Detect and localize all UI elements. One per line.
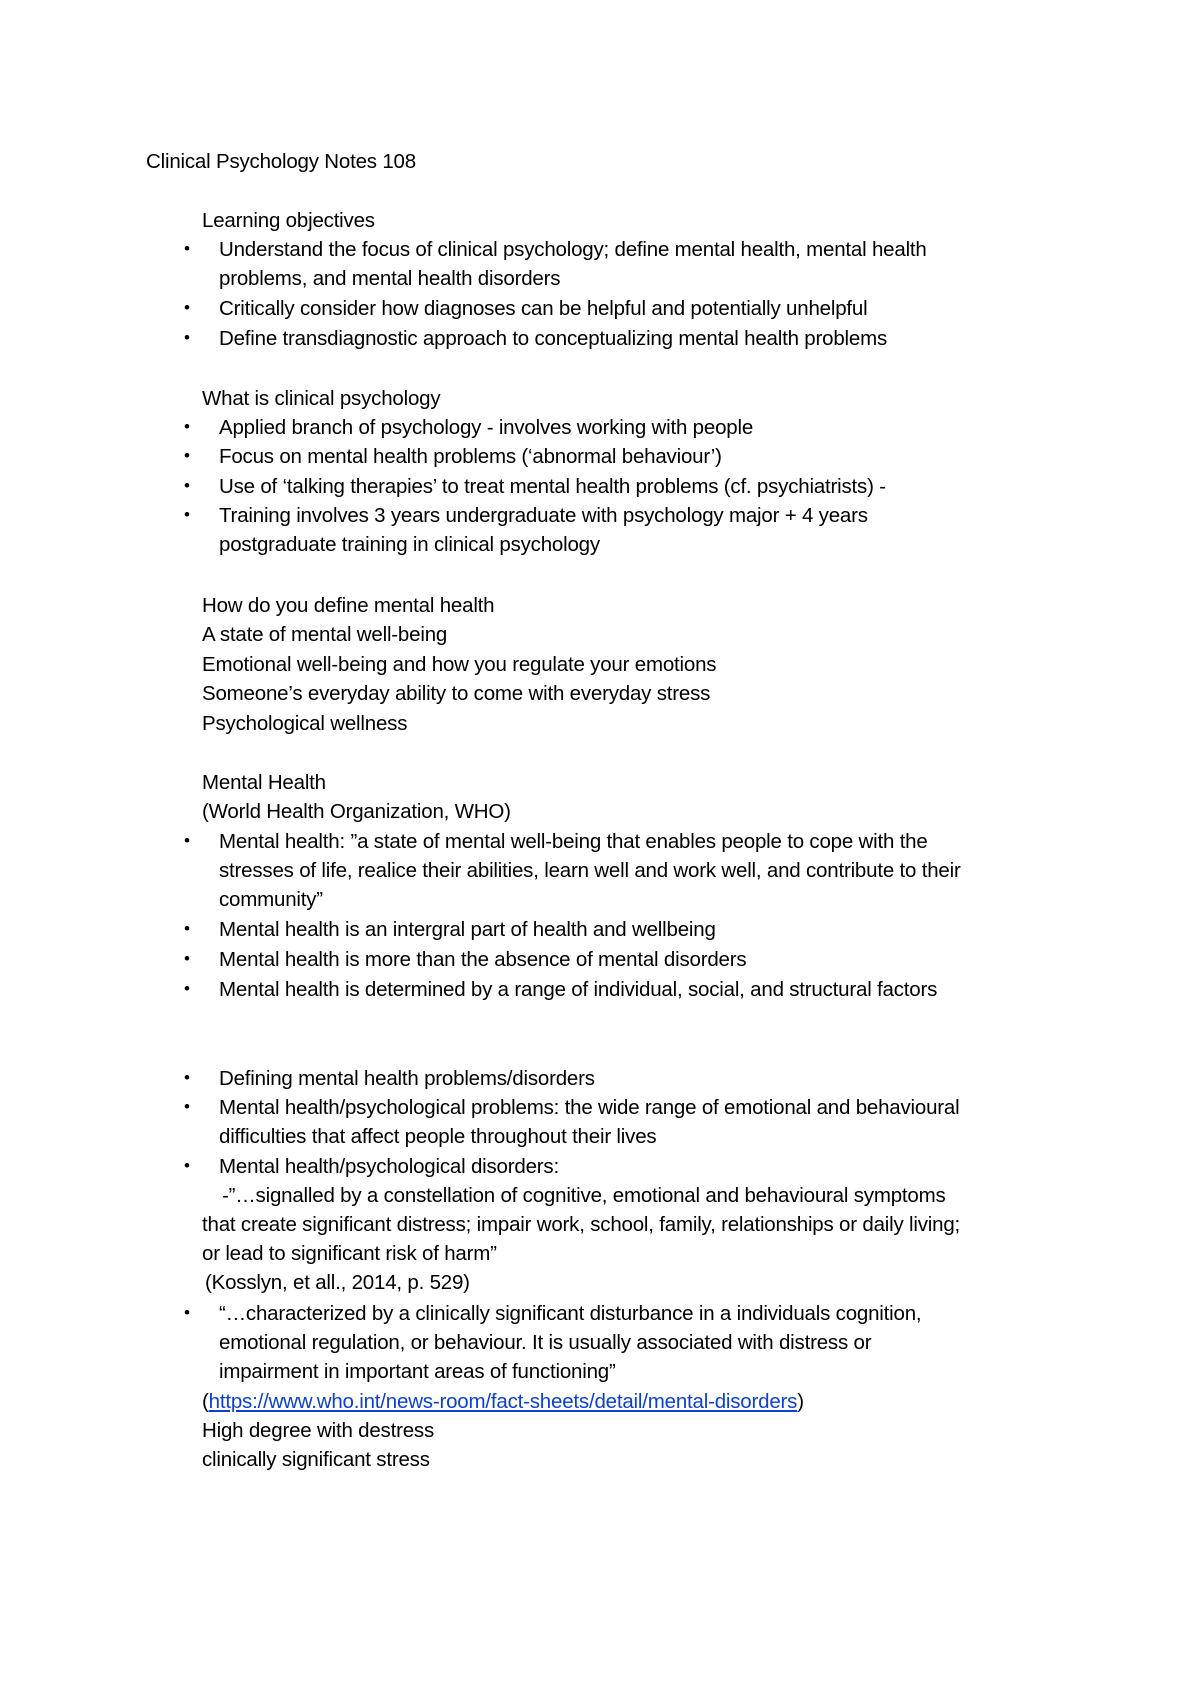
quote-line-1: -”…signalled by a constellation of cognitive, emotional and behavioural symptoms [222, 1184, 946, 1207]
mh-item-3: Mental health is more than the absence of mental disorders [219, 948, 747, 971]
who-quote-line-3: impairment in important areas of functioning” [219, 1360, 616, 1383]
bullet-icon: • [184, 1303, 190, 1322]
who-quote-line-2: emotional regulation, or behaviour. It is usually associated with distress or [219, 1331, 872, 1354]
who-link-line [202, 1390, 804, 1414]
disorders-item-2-line-1: Mental health/psychological problems: the wide range of emotional and behavioural [219, 1096, 960, 1119]
what-is-item-4-line-2: postgraduate training in clinical psychology [219, 533, 600, 556]
bullet-icon: • [184, 298, 190, 317]
bullet-icon: • [184, 979, 190, 998]
define-line-2: Emotional well-being and how you regulate your emotions [202, 653, 717, 676]
who-fact-sheet-link[interactable]: https://www.who.int/news-room/fact-sheets/detail/mental-disorders [208, 1390, 798, 1413]
define-heading: How do you define mental health [202, 594, 495, 617]
mh-item-1-line-2: stresses of life, realice their abilities, learn well and work well, and contribute to their [219, 859, 961, 882]
bullet-icon: • [184, 949, 190, 968]
bullet-icon: • [184, 328, 190, 347]
disorders-item-3: Mental health/psychological disorders: [219, 1155, 559, 1178]
what-is-item-3: Use of ‘talking therapies’ to treat mental health problems (cf. psychiatrists) - [219, 475, 886, 498]
bullet-icon: • [184, 1068, 190, 1087]
define-line-3: Someone’s everyday ability to come with everyday stress [202, 682, 711, 705]
bullet-icon: • [184, 476, 190, 495]
quote-line-3: or lead to significant risk of harm” [202, 1242, 497, 1265]
page-title: Clinical Psychology Notes 108 [146, 150, 416, 173]
bullet-icon: • [184, 1156, 190, 1175]
disorders-item-2-line-2: difficulties that affect people throughout their lives [219, 1125, 657, 1148]
objective-3: Define transdiagnostic approach to conceptualizing mental health problems [219, 327, 888, 350]
objective-1-line-2: problems, and mental health disorders [219, 267, 561, 290]
mh-item-4: Mental health is determined by a range of individual, social, and structural factors [219, 978, 938, 1001]
after-line-2: clinically significant stress [202, 1448, 430, 1471]
bullet-icon: • [184, 505, 190, 524]
bullet-icon: • [184, 417, 190, 436]
bullet-icon: • [184, 1097, 190, 1116]
mental-health-heading: Mental Health [202, 771, 326, 794]
mh-item-1-line-1: Mental health: ”a state of mental well-being that enables people to cope with the [219, 830, 928, 853]
objective-2: Critically consider how diagnoses can be helpful and potentially unhelpful [219, 297, 868, 320]
objective-1-line-1: Understand the focus of clinical psychology; define mental health, mental health [219, 238, 927, 261]
define-line-4: Psychological wellness [202, 712, 408, 735]
bullet-icon: • [184, 831, 190, 850]
quote-citation: (Kosslyn, et all., 2014, p. 529) [205, 1271, 470, 1294]
what-is-item-1: Applied branch of psychology - involves working with people [219, 416, 754, 439]
after-line-1: High degree with destress [202, 1419, 435, 1442]
who-quote-line-1: “…characterized by a clinically significant disturbance in a individuals cognition, [219, 1302, 922, 1325]
bullet-icon: • [184, 446, 190, 465]
mental-health-source: (World Health Organization, WHO) [202, 800, 511, 823]
what-is-item-2: Focus on mental health problems (‘abnormal behaviour’) [219, 445, 722, 468]
disorders-item-1: Defining mental health problems/disorders [219, 1067, 595, 1090]
bullet-icon: • [184, 239, 190, 258]
link-close-paren: ) [797, 1390, 804, 1413]
link-open-paren: ( [202, 1390, 209, 1413]
mh-item-2: Mental health is an intergral part of health and wellbeing [219, 918, 716, 941]
bullet-icon: • [184, 919, 190, 938]
what-is-heading: What is clinical psychology [202, 387, 441, 410]
define-line-1: A state of mental well-being [202, 623, 448, 646]
mh-item-1-line-3: community” [219, 888, 323, 911]
quote-line-2: that create significant distress; impair work, school, family, relationships or daily living; [202, 1213, 961, 1236]
what-is-item-4-line-1: Training involves 3 years undergraduate with psychology major + 4 years [219, 504, 868, 527]
objectives-heading: Learning objectives [202, 209, 375, 232]
